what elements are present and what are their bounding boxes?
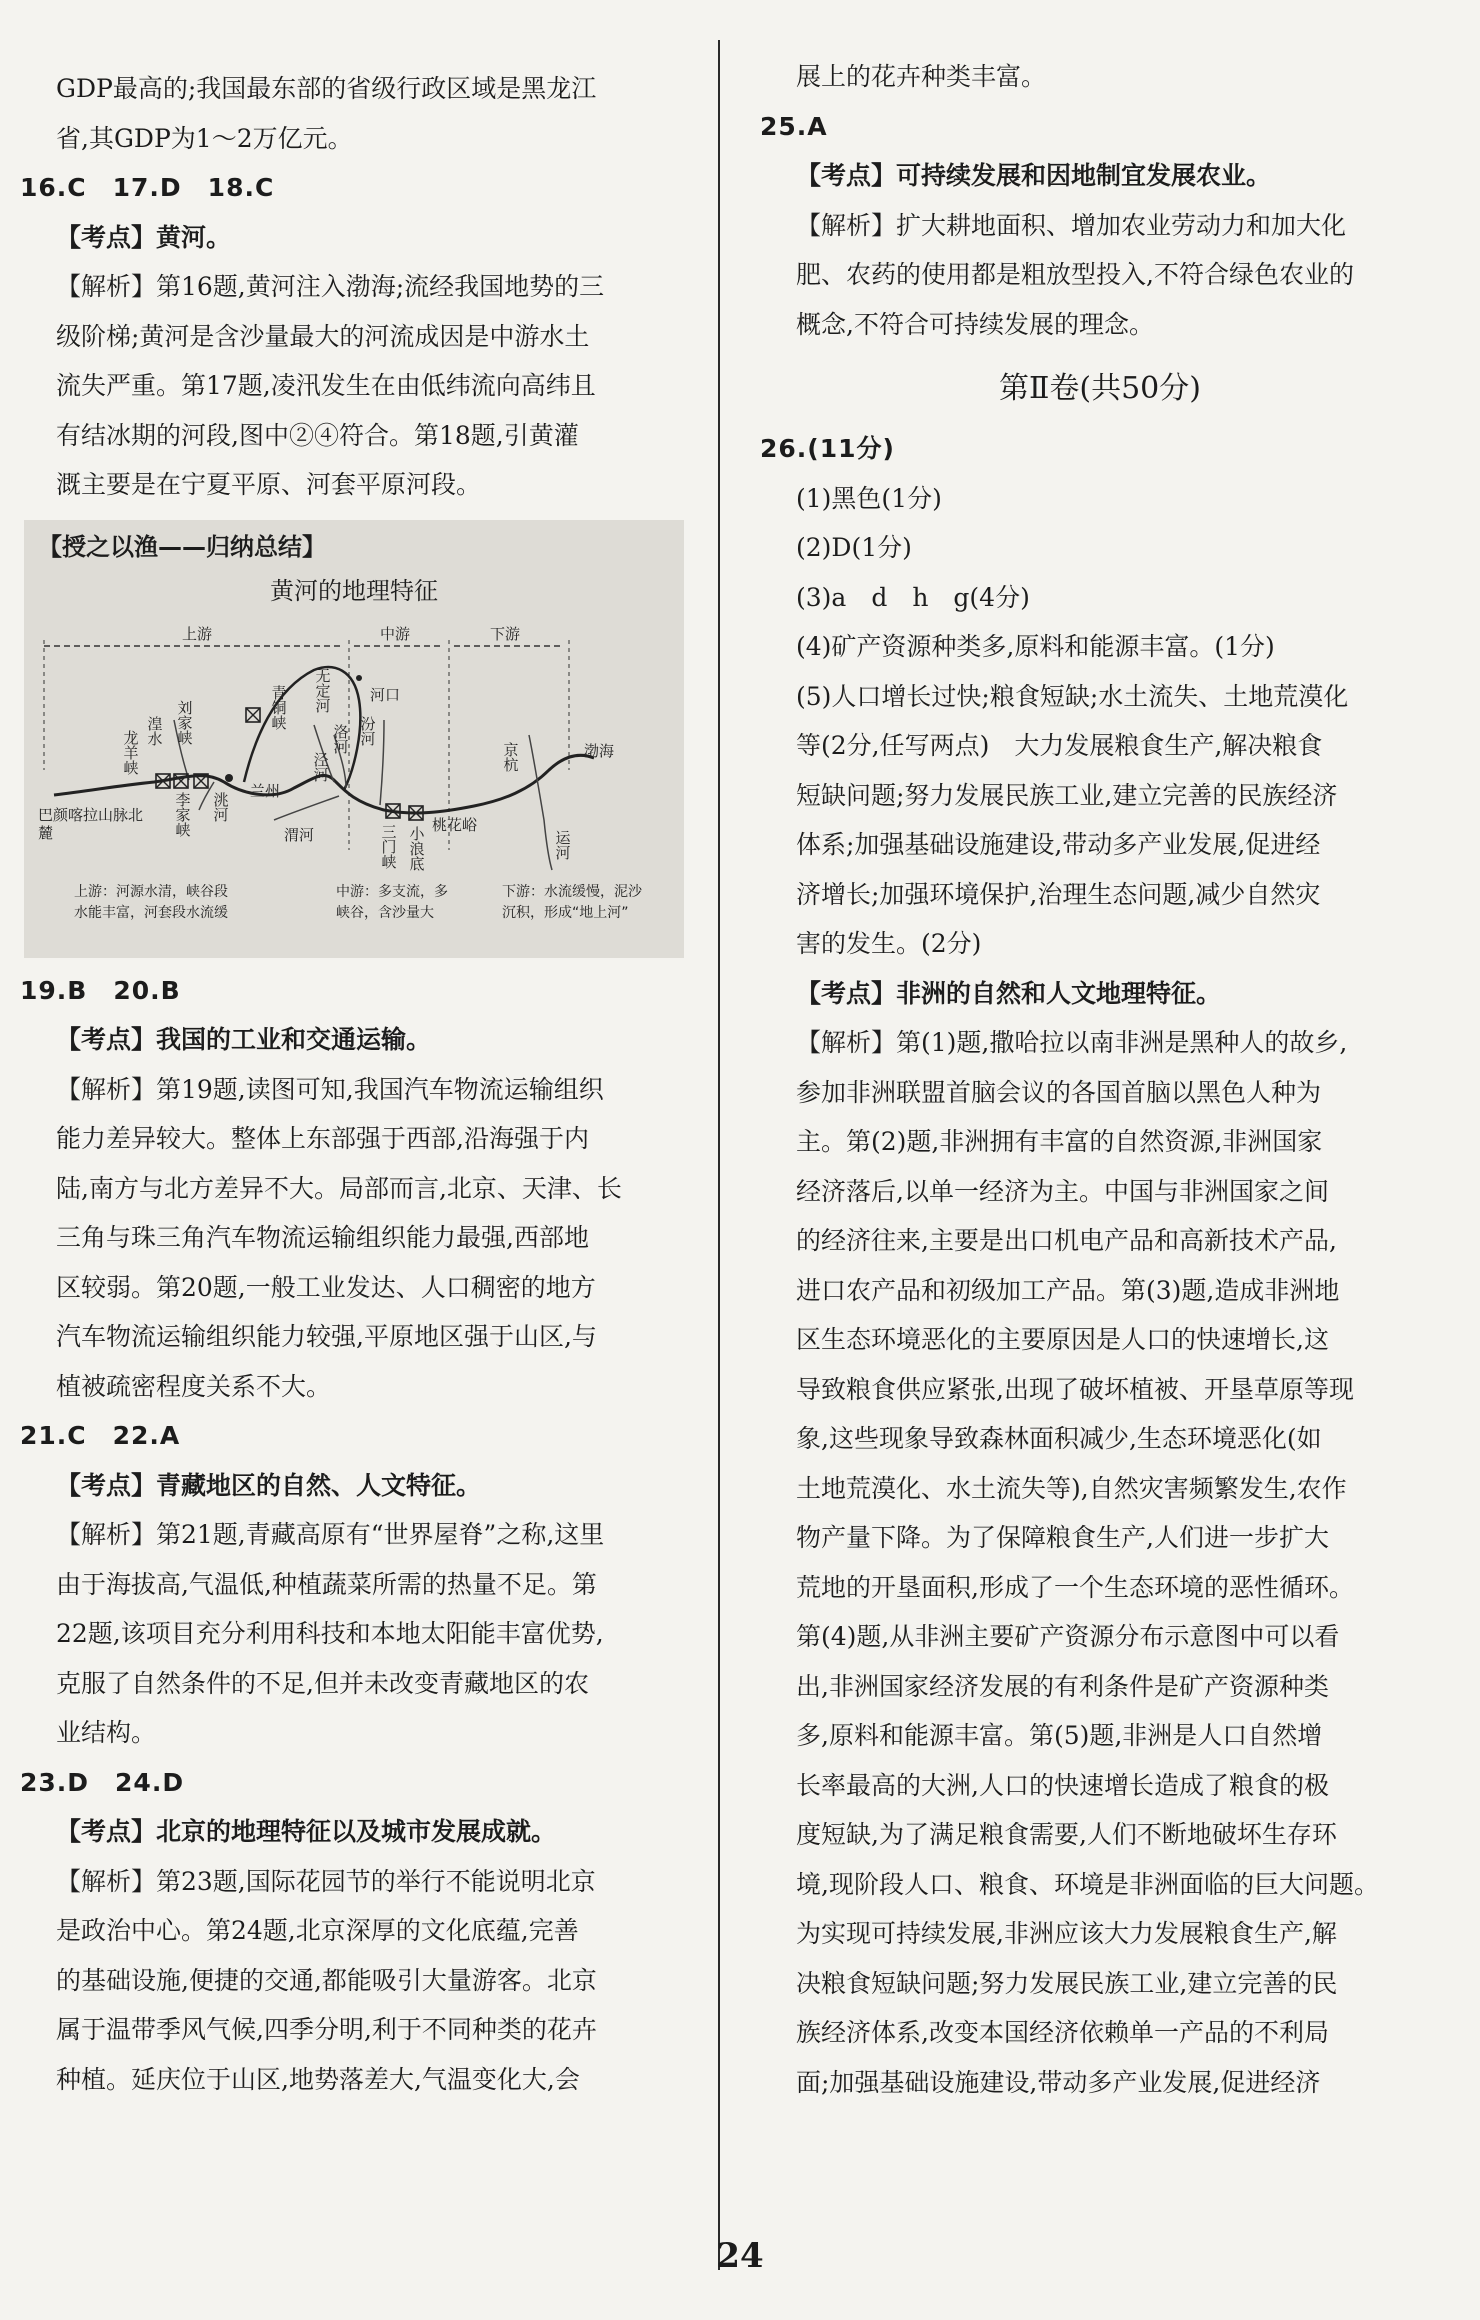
- answer-line: 19.B 20.B: [20, 975, 181, 1005]
- note-middle: 中游：多支流，多 峡谷，含沙量大: [336, 883, 448, 921]
- text-line: 概念,不符合可持续发展的理念。: [796, 309, 1154, 339]
- figure-header: 【授之以渔——归纳总结】: [38, 532, 326, 561]
- text-line: 22题,该项目充分利用科技和本地太阳能丰富优势,: [56, 1619, 604, 1648]
- text-line: 的经济往来,主要是出口机电产品和高新技术产品,: [796, 1226, 1337, 1256]
- kaodian: 【考点】非洲的自然和人文地理特征。: [796, 978, 1222, 1008]
- text-line: 【解析】第19题,读图可知,我国汽车物流运输组织: [56, 1074, 604, 1104]
- text-line: 溉主要是在宁夏平原、河套平原河段。: [56, 470, 482, 499]
- text-line: 汽车物流运输组织能力较强,平原地区强于山区,与: [56, 1322, 597, 1351]
- answer-item: (4)矿产资源种类多,原料和能源丰富。(1分): [796, 632, 1275, 662]
- text-line: 展上的花卉种类丰富。: [796, 62, 1047, 91]
- text-line: 进口农产品和初级加工产品。第(3)题,造成非洲地: [796, 1275, 1340, 1305]
- text-line: 面;加强基础设施建设,带动多产业发展,促进经济: [796, 2067, 1321, 2097]
- question-head: 26.(11分): [760, 434, 895, 464]
- place-lanzhou: 兰州: [250, 781, 281, 800]
- text-line: 流失严重。第17题,凌汛发生在由低纬流向高纬且: [56, 371, 596, 400]
- place-huangshui: 湟水: [145, 715, 164, 746]
- text-line: 区生态环境恶化的主要原因是人口的快速增长,这: [796, 1325, 1329, 1355]
- text-line: 【解析】第(1)题,撒哈拉以南非洲是黑种人的故乡,: [796, 1028, 1348, 1058]
- place-wudinghe: 无定河: [313, 667, 332, 713]
- answer-item: 短缺问题;努力发展民族工业,建立完善的民族经济: [796, 780, 1338, 810]
- place-jinghe: 泾河: [311, 751, 330, 782]
- note-lower: 下游：水流缓慢，泥沙 沉积，形成“地上河”: [502, 883, 642, 921]
- label-middle: 中游: [380, 624, 411, 643]
- text-line: 参加非洲联盟首脑会议的各国首脑以黑色人种为: [796, 1077, 1322, 1107]
- section-title: 第Ⅱ卷(共50分): [999, 371, 1201, 406]
- place-longyangxia: 龙羊峡: [121, 729, 140, 775]
- place-jinghang: 京杭: [501, 741, 520, 772]
- figure-title: 黄河的地理特征: [270, 576, 438, 605]
- text-line: 经济落后,以单一经济为主。中国与非洲国家之间: [796, 1176, 1329, 1206]
- text-line: 的基础设施,便捷的交通,都能吸引大量游客。北京: [56, 1965, 597, 1995]
- text-line: 【解析】第16题,黄河注入渤海;流经我国地势的三: [56, 272, 605, 301]
- answer-line: 25.A: [760, 111, 828, 141]
- text-line: 多,原料和能源丰富。第(5)题,非洲是人口自然增: [796, 1721, 1323, 1751]
- text-line: 境,现阶段人口、粮食、环境是非洲面临的巨大问题。: [796, 1869, 1379, 1899]
- answer-item: (1)黑色(1分): [796, 483, 942, 513]
- text-line: 第(4)题,从非洲主要矿产资源分布示意图中可以看: [796, 1622, 1340, 1652]
- answer-line: 23.D 24.D: [20, 1767, 185, 1797]
- text-line: 【解析】扩大耕地面积、增加农业劳动力和加大化: [796, 210, 1347, 240]
- text-line: GDP最高的;我国最东部的省级行政区域是黑龙江: [56, 74, 597, 103]
- place-luohe: 洛河: [331, 723, 350, 754]
- left-column: [20, 64, 688, 2104]
- answer-item: 害的发生。(2分): [796, 929, 982, 959]
- text-line: 土地荒漠化、水土流失等),自然灾害频繁发生,农作: [796, 1473, 1347, 1503]
- text-line: 种植。延庆位于山区,地势落差大,气温变化大,会: [56, 2064, 580, 2094]
- kaodian: 【考点】北京的地理特征以及城市发展成就。: [56, 1817, 557, 1846]
- text-line: 三角与珠三角汽车物流运输组织能力最强,西部地: [56, 1223, 589, 1252]
- text-line: 属于温带季风气候,四季分明,利于不同种类的花卉: [56, 2015, 597, 2044]
- place-bayan-har: 巴颜喀拉山脉北麓: [38, 805, 144, 842]
- answer-item: (5)人口增长过快;粮食短缺;水土流失、土地荒漠化: [796, 681, 1349, 711]
- text-line: 肥、农药的使用都是粗放型投入,不符合绿色农业的: [796, 260, 1354, 289]
- answer-line: 16.C 17.D 18.C: [20, 173, 275, 202]
- text-line: 荒地的开垦面积,形成了一个生态环境的恶性循环。: [796, 1572, 1354, 1602]
- text-line: 级阶梯;黄河是含沙量最大的河流成因是中游水土: [56, 321, 590, 351]
- text-line: 由于海拔高,气温低,种植蔬菜所需的热量不足。第: [56, 1569, 597, 1599]
- text-line: 象,这些现象导致森林面积减少,生态环境恶化(如: [796, 1424, 1322, 1454]
- text-line: 为实现可持续发展,非洲应该大力发展粮食生产,解: [796, 1919, 1337, 1949]
- place-fenhe: 汾河: [358, 715, 377, 746]
- place-sanmenxia: 三门峡: [379, 823, 398, 869]
- text-line: 族经济体系,改变本国经济依赖单一产品的不利局: [796, 2018, 1329, 2048]
- text-line: 【解析】第23题,国际花园节的举行不能说明北京: [56, 1866, 596, 1896]
- note-upper: 上游：河源水清，峡谷段 水能丰富，河套段水流缓: [74, 883, 228, 921]
- place-taohe: 洮河: [211, 791, 230, 822]
- label-upper: 上游: [182, 624, 213, 643]
- place-lijiaxia: 李家峡: [173, 791, 192, 837]
- text-line: 度短缺,为了满足粮食需要,人们不断地破坏生存环: [796, 1820, 1337, 1850]
- text-line: 省,其GDP为1～2万亿元。: [56, 123, 353, 153]
- answer-item: 等(2分,任写两点) 大力发展粮食生产,解决粮食: [796, 731, 1323, 761]
- text-line: 主。第(2)题,非洲拥有丰富的自然资源,非洲国家: [796, 1127, 1323, 1157]
- text-line: 决粮食短缺问题;努力发展民族工业,建立完善的民: [796, 1968, 1338, 1998]
- text-line: 物产量下降。为了保障粮食生产,人们进一步扩大: [796, 1523, 1329, 1553]
- page-number: 24: [716, 2236, 764, 2276]
- text-line: 有结冰期的河段,图中②④符合。第18题,引黄灌: [56, 420, 579, 450]
- kaodian: 【考点】黄河。: [56, 222, 232, 252]
- answer-line: 21.C 22.A: [20, 1421, 181, 1450]
- text-line: 区较弱。第20题,一般工业发达、人口稠密的地方: [56, 1272, 596, 1302]
- text-line: 植被疏密程度关系不大。: [56, 1371, 332, 1401]
- kaodian: 【考点】青藏地区的自然、人文特征。: [56, 1470, 482, 1500]
- place-taohuayu: 桃花峪: [432, 815, 478, 834]
- yellow-river-figure: [24, 520, 684, 958]
- kaodian: 【考点】我国的工业和交通运输。: [56, 1025, 432, 1054]
- text-line: 出,非洲国家经济发展的有利条件是矿产资源种类: [796, 1671, 1329, 1701]
- text-line: 长率最高的大洲,人口的快速增长造成了粮食的极: [796, 1770, 1329, 1800]
- answer-item: (2)D(1分): [796, 533, 912, 563]
- text-line: 克服了自然条件的不足,但并未改变青藏地区的农: [56, 1668, 589, 1698]
- answer-item: 济增长;加强环境保护,治理生态问题,减少自然灾: [796, 879, 1321, 909]
- text-line: 导致粮食供应紧张,出现了破坏植被、开垦草原等现: [796, 1374, 1354, 1404]
- column-divider: [718, 40, 720, 2270]
- text-line: 【解析】第21题,青藏高原有“世界屋脊”之称,这里: [56, 1520, 605, 1549]
- place-hekou: 河口: [370, 685, 401, 704]
- place-liujiaxia: 刘家峡: [175, 699, 194, 745]
- text-line: 陆,南方与北方差异不大。局部而言,北京、天津、长: [56, 1173, 622, 1203]
- answer-item: 体系;加强基础设施建设,带动多产业发展,促进经: [796, 830, 1321, 860]
- place-bohai: 渤海: [584, 741, 615, 760]
- text-line: 是政治中心。第24题,北京深厚的文化底蕴,完善: [56, 1916, 579, 1945]
- place-yunhe: 运河: [553, 829, 572, 860]
- place-weihe: 渭河: [284, 825, 315, 844]
- place-qingtongxia: 青铜峡: [269, 684, 288, 730]
- right-column: [760, 52, 1440, 2107]
- place-xiaolangdi: 小浪底: [407, 825, 426, 871]
- text-line: 能力差异较大。整体上东部强于西部,沿海强于内: [56, 1124, 589, 1153]
- kaodian: 【考点】可持续发展和因地制宜发展农业。: [796, 161, 1272, 190]
- answer-item: (3)a d h g(4分): [796, 582, 1030, 612]
- label-lower: 下游: [490, 624, 521, 643]
- text-line: 业结构。: [56, 1718, 157, 1747]
